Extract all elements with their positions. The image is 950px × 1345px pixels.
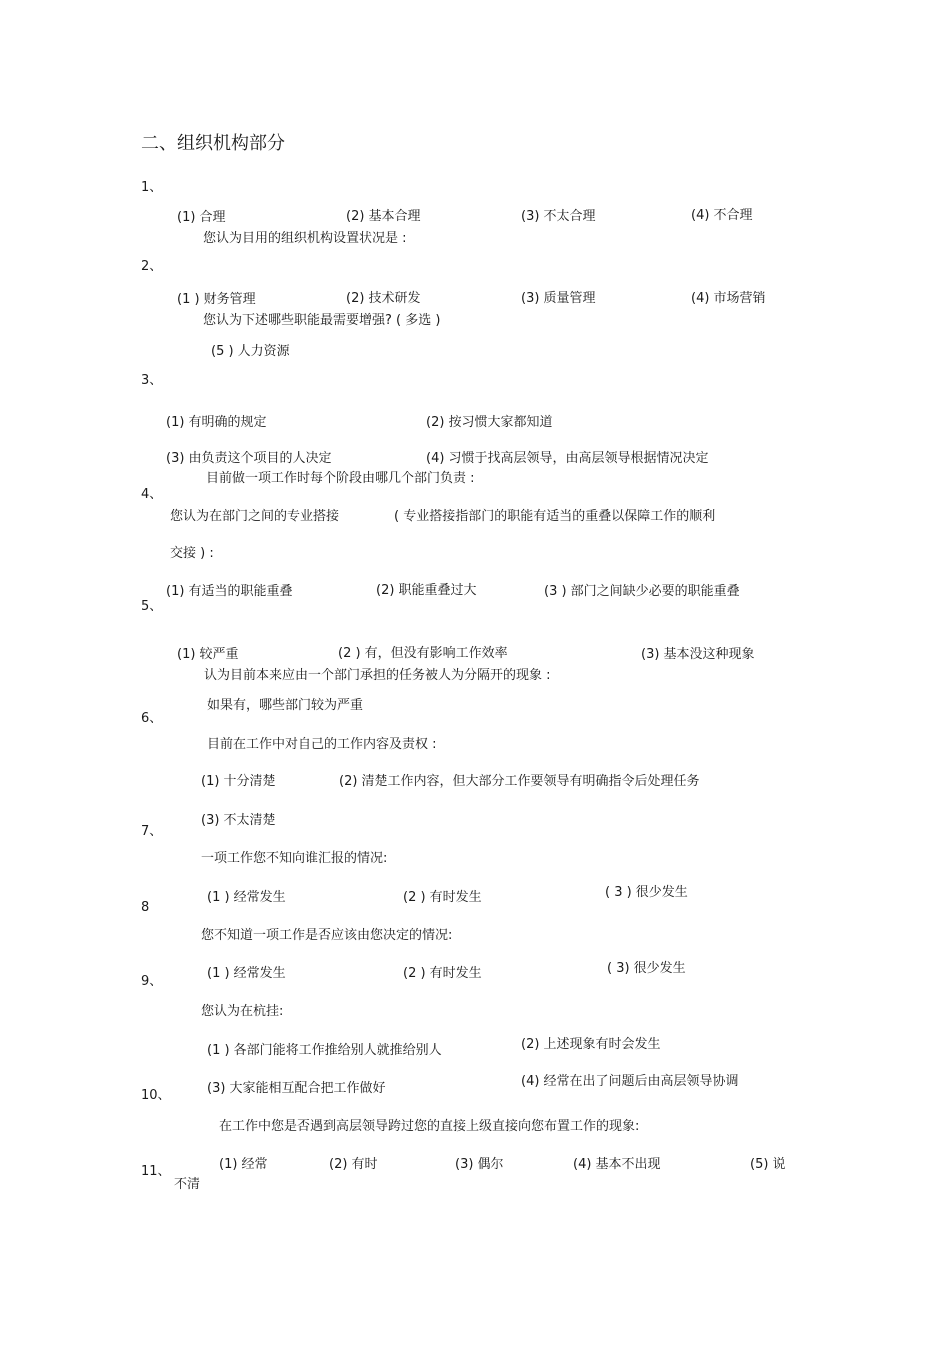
- q8-option-3: ( 3) 很少发生: [607, 961, 686, 976]
- q5-option-1: (1) 较严重: [177, 647, 239, 662]
- q5-option-2: (2 ) 有，但没有影响工作效率: [338, 646, 508, 661]
- q6-option-2: (2) 清楚工作内容，但大部分工作要领导有明确指令后处理任务: [339, 774, 700, 789]
- q3-option-4: (4) 习惯于找高层领导，由高层领导根据情况决定: [426, 451, 709, 466]
- q2-option-4: (4) 市场营销: [691, 291, 766, 306]
- q2-option-1: (1 ) 财务管理: [177, 292, 256, 307]
- q7-option-3: ( 3 ) 很少发生: [605, 885, 688, 900]
- question-number-1: 1、: [141, 180, 163, 195]
- q1-option-4: (4) 不合理: [691, 208, 753, 223]
- q9-option-1: (1 ) 各部门能将工作推给别人就推给别人: [207, 1043, 442, 1058]
- q3-option-2: (2) 按习惯大家都知道: [426, 415, 553, 430]
- q6-option-1: (1) 十分清楚: [201, 774, 276, 789]
- q1-option-3: (3) 不太合理: [521, 209, 596, 224]
- q2-option-3: (3) 质量管理: [521, 291, 596, 306]
- q6-text: 目前在工作中对自己的工作内容及责权 :: [207, 737, 437, 752]
- q1-option-1: (1) 合理: [177, 210, 226, 225]
- q9-option-2: (2) 上述现象有时会发生: [521, 1037, 661, 1052]
- section-title: 二、组织机构部分: [141, 133, 285, 154]
- q7-text: 一项工作您不知向谁汇报的情况:: [201, 851, 388, 866]
- q5-text: 认为目前本来应由一个部门承担的任务被人为分隔开的现象 :: [204, 668, 551, 683]
- q4-option-3: (3 ) 部门之间缺少必要的职能重叠: [544, 584, 740, 599]
- q8-option-2: (2 ) 有时发生: [403, 966, 482, 981]
- q8-text: 您不知道一项工作是否应该由您决定的情况:: [201, 928, 453, 943]
- q9-option-3: (3) 大家能相互配合把工作做好: [207, 1081, 386, 1096]
- question-number-8: 8: [141, 900, 150, 915]
- q3-option-3: (3) 由负责这个项目的人决定: [166, 451, 332, 466]
- q10-option-3: (3) 偶尔: [455, 1157, 504, 1172]
- q4-text-b: ( 专业搭接指部门的职能有适当的重叠以保障工作的顺利: [394, 509, 716, 524]
- q2-option-5: (5 ) 人力资源: [211, 344, 290, 359]
- q10-option-4: (4) 基本不出现: [573, 1157, 661, 1172]
- q10-option-5-continued: 不清: [174, 1177, 201, 1192]
- q4-text-a: 您认为在部门之间的专业搭接: [170, 509, 340, 524]
- question-number-6: 6、: [141, 711, 163, 726]
- q2-text: 您认为下述哪些职能最需要增强? ( 多选 ): [203, 313, 441, 328]
- q9-text: 您认为在杭挂:: [201, 1004, 284, 1019]
- question-number-11: 11、: [141, 1164, 171, 1179]
- q10-option-1: (1) 经常: [219, 1157, 268, 1172]
- q10-option-2: (2) 有时: [329, 1157, 378, 1172]
- q1-option-2: (2) 基本合理: [346, 209, 421, 224]
- question-number-9: 9、: [141, 974, 163, 989]
- q5-option-3: (3) 基本没这种现象: [641, 647, 755, 662]
- question-number-5: 5、: [141, 599, 163, 614]
- question-number-3: 3、: [141, 373, 163, 388]
- q6-option-3: (3) 不太清楚: [201, 813, 276, 828]
- q7-option-1: (1 ) 经常发生: [207, 890, 286, 905]
- q3-option-1: (1) 有明确的规定: [166, 415, 267, 430]
- q4-text-c: 交接 ) :: [170, 546, 214, 561]
- q4-option-1: (1) 有适当的职能重叠: [166, 584, 293, 599]
- q4-option-2: (2) 职能重叠过大: [376, 583, 477, 598]
- q10-option-5: (5) 说: [750, 1157, 786, 1172]
- q1-text: 您认为目用的组织机构设置状况是 :: [203, 231, 407, 246]
- question-number-4: 4、: [141, 487, 163, 502]
- q9-option-4: (4) 经常在出了问题后由高层领导协调: [521, 1074, 739, 1089]
- question-number-10: 10、: [141, 1088, 171, 1103]
- question-number-7: 7、: [141, 824, 163, 839]
- question-number-2: 2、: [141, 259, 163, 274]
- q8-option-1: (1 ) 经常发生: [207, 966, 286, 981]
- q3-text: 目前做一项工作时每个阶段由哪几个部门负责 :: [206, 471, 475, 486]
- q10-text: 在工作中您是否遇到高层领导跨过您的直接上级直接向您布置工作的现象:: [219, 1119, 640, 1134]
- q7-option-2: (2 ) 有时发生: [403, 890, 482, 905]
- q2-option-2: (2) 技术研发: [346, 291, 421, 306]
- q5-followup: 如果有，哪些部门较为严重: [207, 698, 364, 713]
